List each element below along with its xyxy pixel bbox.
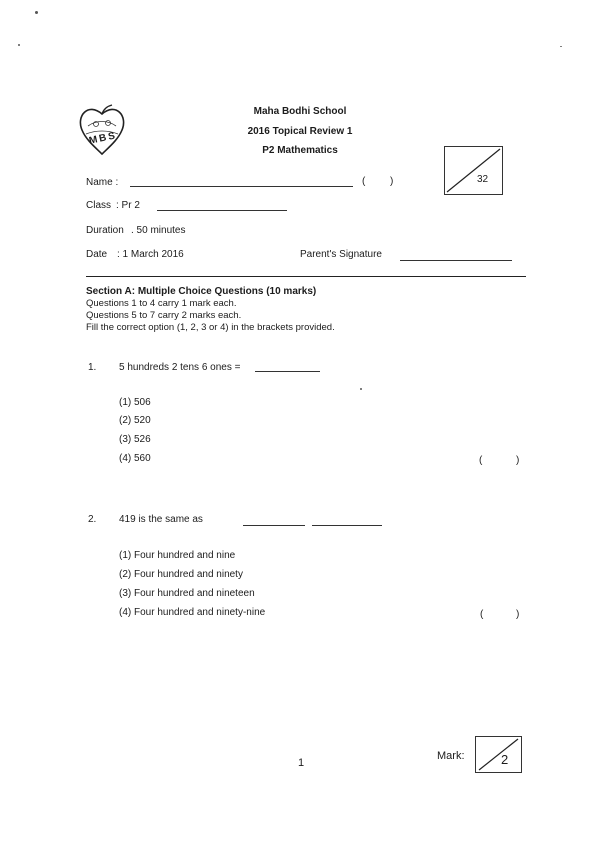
scan-speck	[560, 46, 562, 47]
instruction-line: Fill the correct option (1, 2, 3 or 4) in the brackets provided.	[86, 322, 335, 333]
option[interactable]: (4) 560	[119, 453, 151, 464]
parent-signature-line[interactable]	[400, 260, 512, 261]
total-marks-box	[444, 146, 503, 195]
instruction-line: Questions 1 to 4 carry 1 mark each.	[86, 298, 237, 309]
question-text: 5 hundreds 2 tens 6 ones =	[119, 362, 241, 373]
answer-bracket-close[interactable]: )	[516, 455, 520, 466]
answer-line[interactable]	[312, 525, 382, 526]
logo-text: MBS	[88, 130, 118, 147]
question-text: 419 is the same as	[119, 514, 203, 525]
question-number: 2.	[88, 514, 97, 525]
school-logo	[78, 104, 126, 158]
option[interactable]: (4) Four hundred and ninety-nine	[119, 607, 266, 618]
mark-label: Mark:	[437, 750, 465, 762]
option[interactable]: (3) Four hundred and nineteen	[119, 588, 255, 599]
question-number: 1.	[88, 362, 97, 373]
option[interactable]: (1) Four hundred and nine	[119, 550, 236, 561]
subject-title: P2 Mathematics	[262, 145, 338, 156]
answer-line[interactable]	[243, 525, 305, 526]
duration-value: . 50 minutes	[131, 225, 186, 236]
page-number: 1	[298, 757, 305, 769]
answer-bracket-close[interactable]: )	[516, 609, 520, 620]
scan-speck	[360, 388, 362, 390]
page-mark-box	[475, 736, 522, 773]
scan-speck	[35, 11, 38, 14]
parent-signature-label: Parent's Signature	[300, 249, 382, 260]
date-label: Date	[86, 249, 108, 260]
header-divider	[86, 276, 526, 277]
option[interactable]: (3) 526	[119, 434, 151, 445]
answer-bracket-open[interactable]: (	[479, 455, 483, 466]
answer-bracket-open[interactable]: (	[480, 609, 484, 620]
name-bracket-open: (	[362, 176, 366, 187]
page-mark-total: 2	[501, 752, 509, 767]
option[interactable]: (2) Four hundred and ninety	[119, 569, 243, 580]
name-label: Name :	[86, 177, 119, 188]
review-title: 2016 Topical Review 1	[247, 126, 353, 137]
scan-speck	[18, 44, 20, 46]
class-value: : Pr 2	[116, 200, 140, 211]
total-marks: 32	[477, 174, 489, 185]
school-name: Maha Bodhi School	[253, 106, 347, 117]
class-line[interactable]	[157, 210, 287, 211]
duration-label: Duration	[86, 225, 124, 236]
name-bracket-close: )	[390, 176, 394, 187]
section-title: Section A: Multiple Choice Questions (10 marks)	[86, 286, 317, 297]
answer-line[interactable]	[255, 371, 320, 372]
option[interactable]: (1) 506	[119, 397, 151, 408]
date-value: : 1 March 2016	[117, 249, 184, 260]
name-line[interactable]	[130, 186, 353, 187]
class-label: Class	[86, 200, 112, 211]
option[interactable]: (2) 520	[119, 415, 151, 426]
instruction-line: Questions 5 to 7 carry 2 marks each.	[86, 310, 242, 321]
